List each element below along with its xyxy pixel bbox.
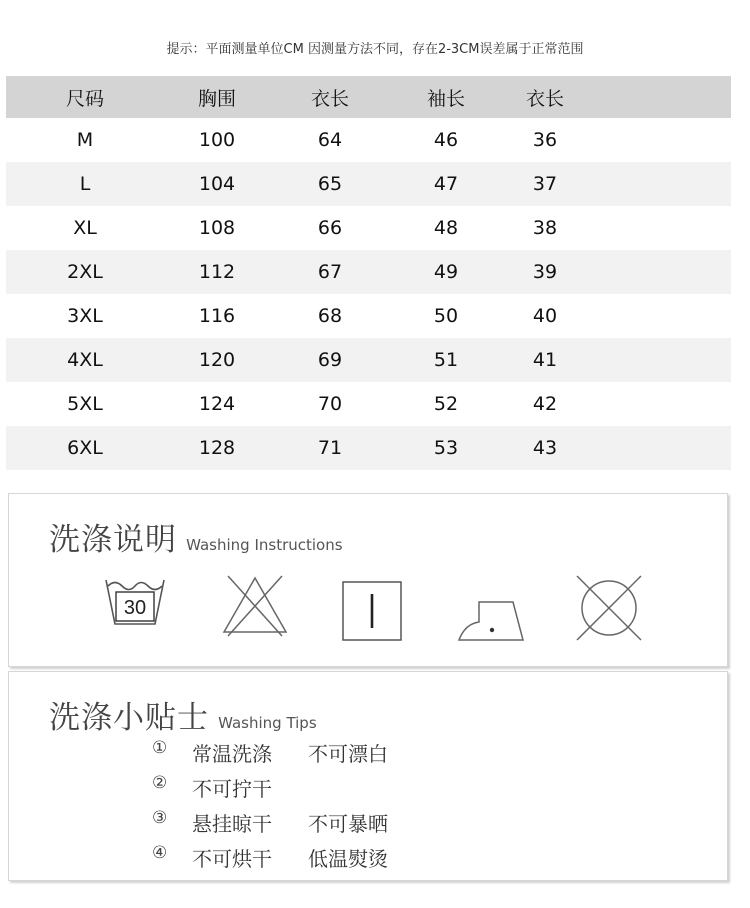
table-cell: 69 (317, 349, 343, 371)
table-row (6, 250, 731, 294)
table-cell: 65 (317, 173, 343, 195)
size-cell: 5XL (67, 393, 103, 415)
table-cell: 40 (532, 305, 558, 327)
table-row (6, 382, 731, 426)
size-cell: 2XL (67, 261, 103, 283)
table-cell: 120 (198, 349, 236, 371)
table-row (6, 426, 731, 470)
header-cell: 袖长 (426, 87, 465, 110)
measurement-notice: 提示：平面测量单位CM 因测量方法不同，存在2-3CM误差属于正常范围 (166, 42, 584, 57)
table-cell: 100 (198, 129, 236, 151)
tip-text: 不可暴晒 (308, 812, 388, 836)
tip-number: ① (152, 738, 168, 758)
table-cell: 66 (317, 217, 343, 239)
size-table-header (6, 76, 731, 118)
table-cell: 42 (532, 393, 558, 415)
header-cell: 衣长 (525, 87, 564, 110)
tip-text: 悬挂晾干 (192, 812, 272, 836)
size-cell: M (76, 129, 94, 151)
tip-number: ③ (152, 808, 168, 828)
table-cell: 47 (433, 173, 459, 195)
table-cell: 116 (198, 305, 236, 327)
table-row (6, 206, 731, 250)
table-row (6, 118, 731, 162)
title-en: Washing Tips (218, 714, 317, 732)
table-cell: 46 (433, 129, 459, 151)
size-cell: 4XL (67, 349, 103, 371)
table-cell: 51 (433, 349, 459, 371)
wash-30-icon (102, 572, 168, 632)
title-en: Washing Instructions (186, 536, 343, 554)
table-cell: 108 (198, 217, 236, 239)
header-cell: 尺码 (65, 87, 104, 110)
size-cell: XL (73, 217, 97, 239)
size-table (6, 76, 731, 470)
title-zh: 洗涤说明 (49, 522, 177, 558)
hang-dry-icon (341, 580, 403, 642)
table-cell: 67 (317, 261, 343, 283)
tip-text: 低温熨烫 (308, 847, 388, 871)
table-cell: 124 (198, 393, 236, 415)
table-cell: 64 (317, 129, 343, 151)
table-cell: 104 (198, 173, 236, 195)
washing-instructions-title (49, 514, 343, 559)
title-zh: 洗涤小贴士 (49, 700, 209, 736)
table-row (6, 162, 731, 206)
washing-tips-panel (8, 671, 728, 881)
size-cell: L (79, 173, 91, 195)
table-cell: 39 (532, 261, 558, 283)
table-cell: 36 (532, 129, 558, 151)
do-not-tumble-dry-icon (573, 574, 645, 642)
table-cell: 53 (433, 437, 459, 459)
table-cell: 50 (433, 305, 459, 327)
table-row (6, 294, 731, 338)
tip-text: 不可漂白 (308, 742, 388, 766)
table-cell: 71 (317, 437, 343, 459)
size-cell: 3XL (67, 305, 103, 327)
tip-text: 常温洗涤 (192, 742, 272, 766)
table-cell: 48 (433, 217, 459, 239)
tip-number: ② (152, 773, 168, 793)
table-cell: 37 (532, 173, 558, 195)
table-cell: 43 (532, 437, 558, 459)
tip-text: 不可拧干 (192, 777, 272, 801)
table-cell: 41 (532, 349, 558, 371)
header-cell: 衣长 (310, 87, 349, 110)
tip-number: ④ (152, 843, 168, 863)
header-cell: 胸围 (197, 87, 236, 110)
do-not-bleach-icon (220, 574, 290, 638)
table-row (6, 338, 731, 382)
tip-text: 不可烘干 (192, 847, 272, 871)
iron-low-icon (457, 594, 527, 644)
wash-temperature-label: 30 (123, 597, 147, 619)
table-cell: 68 (317, 305, 343, 327)
table-cell: 112 (198, 261, 236, 283)
table-cell: 128 (198, 437, 236, 459)
size-cell: 6XL (67, 437, 103, 459)
washing-instructions-panel (8, 493, 728, 667)
table-cell: 70 (317, 393, 343, 415)
table-cell: 49 (433, 261, 459, 283)
washing-tips-title (49, 692, 317, 737)
table-cell: 52 (433, 393, 459, 415)
table-cell: 38 (532, 217, 558, 239)
